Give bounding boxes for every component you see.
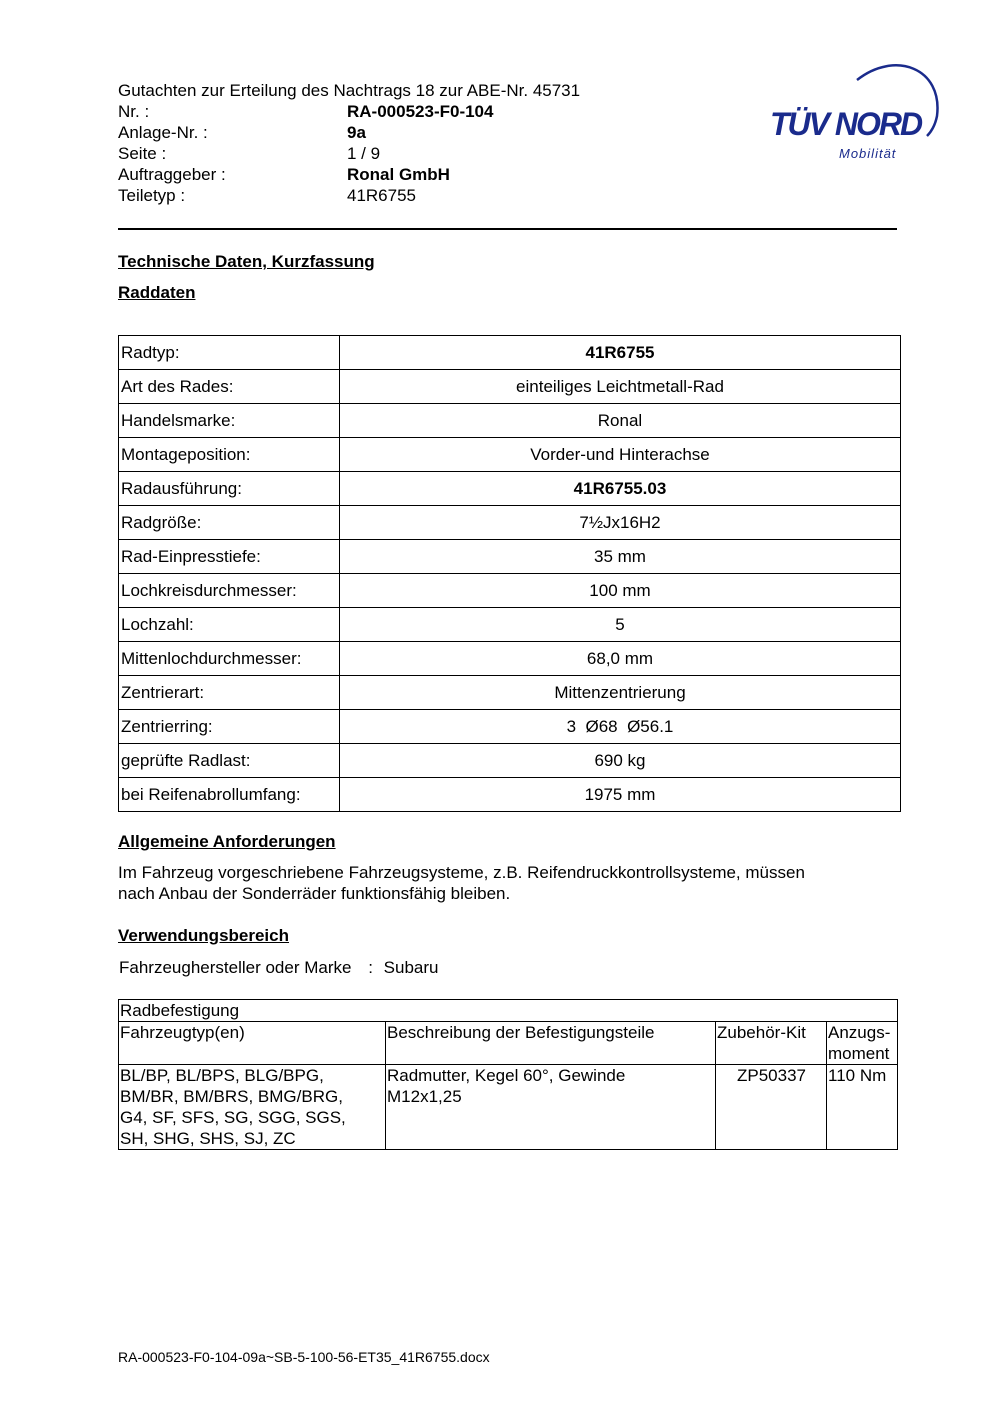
allgemein-text-line-1: Im Fahrzeug vorgeschriebene Fahrzeugsysteme, z.B. Reifendruckkontrollsysteme, müssen	[118, 863, 805, 882]
row-value: 35 mm	[340, 540, 901, 574]
row-label: Radausführung:	[119, 472, 340, 506]
row-value: Vorder-und Hinterachse	[340, 438, 901, 472]
table-row	[119, 608, 901, 642]
row-label: Lochkreisdurchmesser:	[119, 574, 340, 608]
header-value: 9a	[347, 123, 366, 142]
raddaten-table	[118, 335, 901, 812]
anzugsmoment-line-2: moment	[828, 1044, 890, 1063]
logo-brand: TÜV NORD	[770, 106, 922, 142]
row-label: Rad-Einpresstiefe:	[119, 540, 340, 574]
row-value: 5	[340, 608, 901, 642]
header-label: Anlage-Nr. :	[118, 123, 208, 142]
column-header-zubehoer-kit: Zubehör-Kit	[716, 1022, 827, 1065]
row-value: 3 Ø68 Ø56.1	[340, 710, 901, 744]
table-row	[119, 404, 901, 438]
row-label: Zentrierring:	[119, 710, 340, 744]
section-title-technische-daten: Technische Daten, Kurzfassung	[118, 252, 375, 271]
row-label: Montageposition:	[119, 438, 340, 472]
row-label: Mittenlochdurchmesser:	[119, 642, 340, 676]
header-value: RA-000523-F0-104	[347, 102, 494, 121]
section-title-verwendungsbereich: Verwendungsbereich	[118, 926, 289, 945]
header-value: Ronal GmbH	[347, 165, 450, 184]
row-value: 41R6755	[340, 336, 901, 370]
fahrzeugtyp-line: BM/BR, BM/BRS, BMG/BRG,	[120, 1087, 343, 1106]
table-row	[119, 676, 901, 710]
row-value: 690 kg	[340, 744, 901, 778]
row-value: 1975 mm	[340, 778, 901, 812]
document-footer: RA-000523-F0-104-09a~SB-5-100-56-ET35_41R6755.docx	[118, 1349, 490, 1365]
row-value: 68,0 mm	[340, 642, 901, 676]
table-row	[119, 540, 901, 574]
table-row	[119, 370, 901, 404]
document-title	[118, 80, 580, 101]
header-label: Auftraggeber :	[118, 165, 226, 184]
beschreibung-cell	[386, 1065, 716, 1150]
row-label: Zentrierart:	[119, 676, 340, 710]
row-label: Lochzahl:	[119, 608, 340, 642]
table-header-row	[119, 1022, 898, 1065]
allgemein-text-line-2: nach Anbau der Sonderräder funktionsfähig bleiben.	[118, 884, 511, 903]
row-value: 41R6755.03	[340, 472, 901, 506]
beschreibung-line: M12x1,25	[387, 1087, 462, 1106]
row-label: Radgröße:	[119, 506, 340, 540]
row-value: Ronal	[340, 404, 901, 438]
hersteller-value: Subaru	[383, 958, 439, 977]
row-value: einteiliges Leichtmetall-Rad	[340, 370, 901, 404]
beschreibung-line: Radmutter, Kegel 60°, Gewinde	[387, 1066, 626, 1085]
table-row	[119, 642, 901, 676]
table-row	[119, 778, 901, 812]
fahrzeugtyp-line: G4, SF, SFS, SG, SGG, SGS,	[120, 1108, 346, 1127]
document-title-text: Gutachten zur Erteilung des Nachtrags 18 zur ABE-Nr. 45731	[118, 81, 581, 100]
radbefestigung-table	[118, 999, 898, 1150]
column-header-fahrzeugtyp: Fahrzeugtyp(en)	[119, 1022, 386, 1065]
anzugsmoment-cell: 110 Nm	[827, 1065, 898, 1150]
fahrzeugtyp-line: BL/BP, BL/BPS, BLG/BPG,	[120, 1066, 324, 1085]
hersteller-line	[119, 957, 438, 978]
row-label: Radtyp:	[119, 336, 340, 370]
header-divider	[118, 228, 897, 230]
header-label: Seite :	[118, 144, 167, 163]
table-row	[119, 744, 901, 778]
table-title-row	[119, 1000, 898, 1022]
fahrzeugtyp-line: SH, SHG, SHS, SJ, ZC	[120, 1129, 296, 1148]
section-title-allgemeine-anforderungen: Allgemeine Anforderungen	[118, 832, 336, 851]
row-label: Art des Rades:	[119, 370, 340, 404]
column-header-anzugsmoment	[827, 1022, 898, 1065]
fahrzeugtypen-cell	[119, 1065, 386, 1150]
row-value: 7½Jx16H2	[340, 506, 901, 540]
row-label: geprüfte Radlast:	[119, 744, 340, 778]
column-header-beschreibung: Beschreibung der Befestigungsteile	[386, 1022, 716, 1065]
table-row	[119, 1065, 898, 1150]
hersteller-separator: :	[368, 958, 373, 977]
header-value: 1 / 9	[347, 144, 381, 163]
table-title: Radbefestigung	[119, 1000, 898, 1022]
header-value: 41R6755	[347, 186, 417, 205]
row-value: 100 mm	[340, 574, 901, 608]
anzugsmoment-line-1: Anzugs-	[828, 1023, 891, 1042]
row-label: Handelsmarke:	[119, 404, 340, 438]
header-label: Teiletyp :	[118, 186, 186, 205]
table-row	[119, 506, 901, 540]
table-row	[119, 574, 901, 608]
table-row	[119, 710, 901, 744]
logo-subtitle: Mobilität	[839, 146, 897, 161]
header-label: Nr. :	[118, 102, 150, 121]
hersteller-label: Fahrzeughersteller oder Marke	[119, 958, 352, 977]
tuv-nord-logo	[765, 58, 945, 168]
table-row	[119, 472, 901, 506]
zubehoer-kit-cell: ZP50337	[716, 1065, 827, 1150]
table-row	[119, 438, 901, 472]
section-title-raddaten: Raddaten	[118, 283, 196, 302]
row-label: bei Reifenabrollumfang:	[119, 778, 340, 812]
table-row	[119, 336, 901, 370]
row-value: Mittenzentrierung	[340, 676, 901, 710]
